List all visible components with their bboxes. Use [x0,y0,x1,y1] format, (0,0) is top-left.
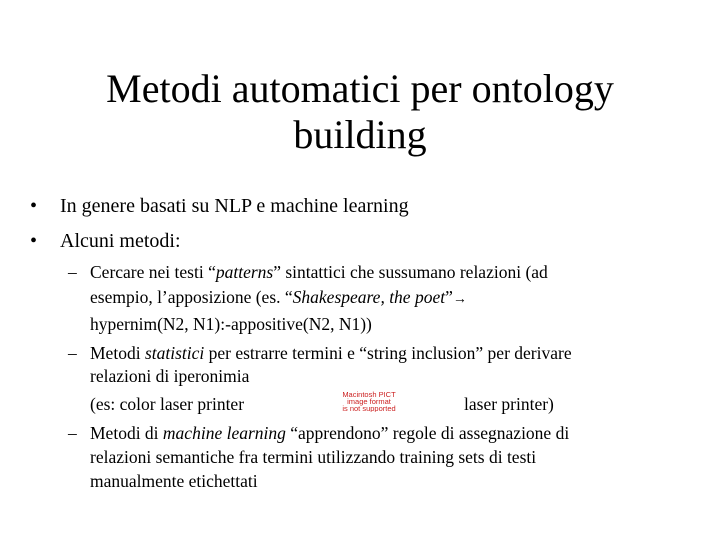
sub1-line-2 [90,287,467,310]
italic-run: patterns [215,262,274,282]
sub3-line-1 [90,423,569,444]
bullet-icon: • [30,230,38,252]
text-run: Metodi di [90,423,163,443]
sub2-line-2: relazioni di iperonimia [90,366,250,386]
sub3-line-2: relazioni semantiche fra termini utilizzando training sets di testi [90,447,537,467]
italic-run: statistici [144,343,205,363]
slide-title [40,66,680,158]
text-run: Cercare nei testi “ [90,262,216,282]
text-run: “apprendono” regole di assegnazione di [285,423,570,443]
placeholder-line-2: image format [347,397,391,406]
bullet-text: Alcuni metodi: [60,230,181,252]
italic-run: machine learning [162,423,286,443]
title-line-1: Metodi automatici per ontology [106,66,614,111]
text-run: Metodi [90,343,145,363]
sub2-line-3a: (es: color laser printer [90,394,245,414]
arrow-icon: → [452,292,467,307]
unsupported-image-placeholder [296,390,442,412]
italic-run: Shakespeare, the poet [292,287,446,307]
text-run: ” sintattici che sussumano relazioni (ad [273,262,548,282]
text-run: per estrarre termini e “string inclusion” per derivare [204,343,572,363]
sub2-line-3b: laser printer) [464,394,554,414]
dash-icon: – [68,262,77,282]
placeholder-line-3: is not supported [342,404,396,412]
title-line-2: building [293,112,427,157]
sub1-line-1 [90,262,548,283]
sub2-line-1 [90,343,572,364]
text-run: esempio, l’apposizione (es. “ [90,287,293,307]
bullet-text: In genere basati su NLP e machine learning [60,195,409,217]
sub1-line-3: hypernim(N2, N1):-appositive(N2, N1)) [90,314,372,334]
bullet-icon: • [30,195,38,217]
sub3-line-3: manualmente etichettati [90,471,258,491]
dash-icon: – [68,423,77,443]
dash-icon: – [68,343,77,363]
text-run: ” [445,287,453,307]
placeholder-line-1: Macintosh PICT [342,390,396,399]
